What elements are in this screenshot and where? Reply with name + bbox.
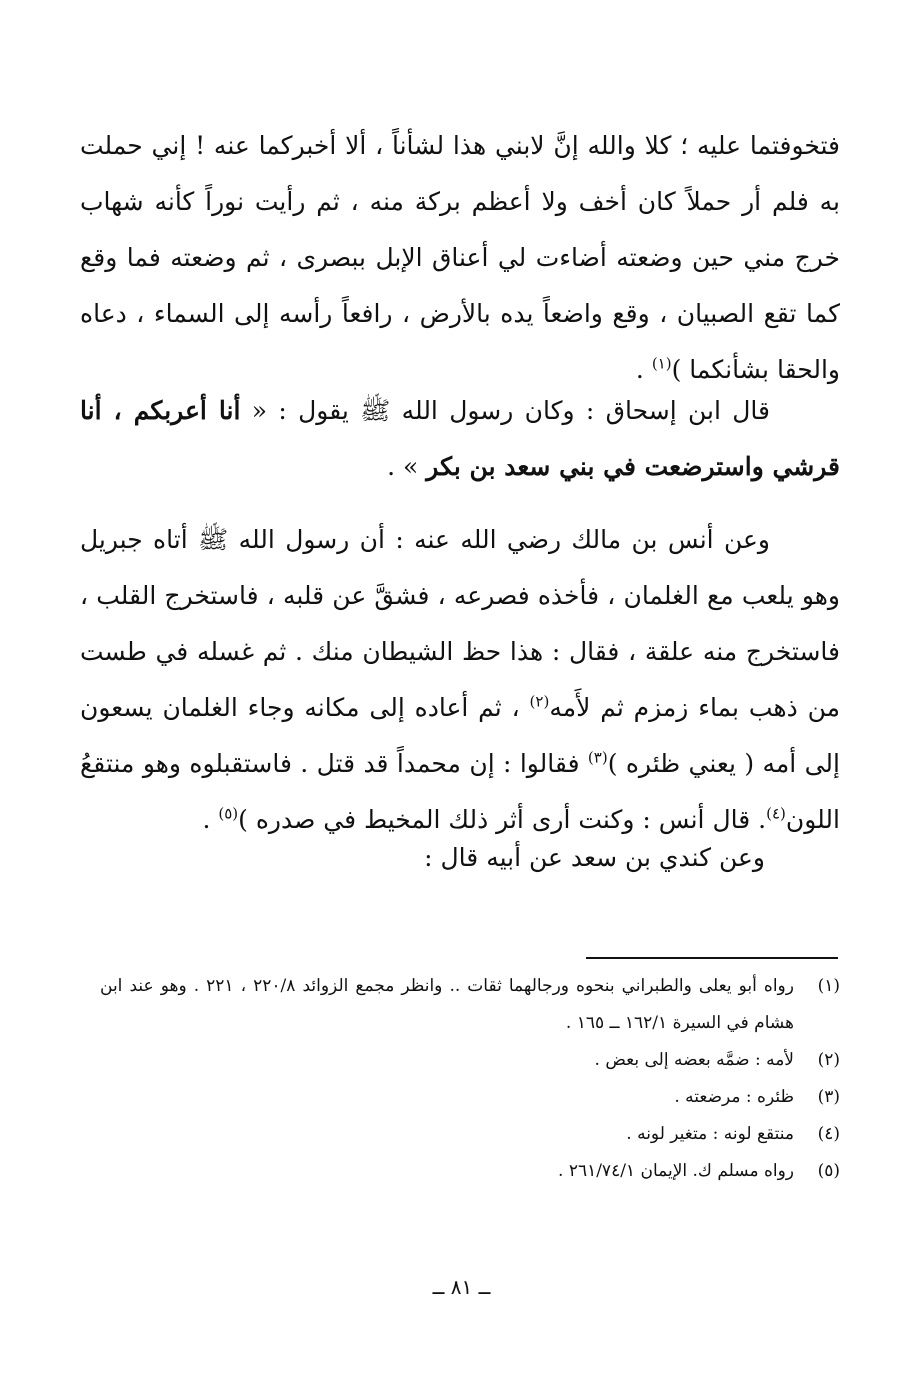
paragraph-1-text: فتخوفتما عليه ؛ كلا والله إنَّ لابني هذا لشأناً ، ألا أخبركما عنه ! إني حملت به فلم أر حملاً كان أخف ولا أعظم بركة منه ، ثم رأيت نوراً كأنه شهاب خرج مني حين وضعته أضاءت لي أعناق الإبل ببصرى ، ثم وضعته فما وقع كما تقع الصبيان ، وقع واضعاً يده بالأرض ، رافعاً رأسه إلى السماء ، دعاه والحقا بشأنكما ) [80,131,840,384]
paragraph-3 [80,512,840,848]
footnote-3-text: ظئره : مرضعته . [674,1087,794,1107]
footnote-2 [100,1042,840,1079]
footnote-2-number: (٢) [817,1050,840,1070]
footnote-3 [100,1079,840,1116]
footnote-1 [100,968,840,1042]
footnote-5 [100,1153,840,1190]
footnote-1-text: رواه أبو يعلى والطبراني بنحوه ورجالهما ثقات .. وانظر مجمع الزوائد ٢٢٠/٨ ، ٢٢١ . وهو عند ابن هشام في السيرة ١٦٢/١ ــ ١٦٥ . [100,976,794,1033]
paragraph-3-part-c: فقالوا : إن محمداً قد قتل . فاستقبلوه وهو منتقعُ اللون [80,749,840,834]
footnote-5-number: (٥) [817,1161,840,1181]
footnote-ref-3: (٣) [587,748,608,767]
page-number: ــ ٨١ ــ [432,1275,491,1299]
paragraph-2-end: » . [387,452,427,481]
hadith-quote: أنا أعربكم ، أنا قرشي واسترضعت في بني سعد بن بكر [80,396,840,481]
paragraph-1-end: . [635,355,652,384]
footnote-3-number: (٣) [817,1087,840,1107]
paragraph-3-end: . [202,805,219,834]
footnote-4 [100,1116,840,1153]
paragraph-4-text: وعن كندي بن سعد عن أبيه قال : [424,843,765,872]
paragraph-4 [80,830,840,886]
paragraph-3-part-a: وعن أنس بن مالك رضي الله عنه : أن رسول الله ﷺ أتاه جبريل وهو يلعب مع الغلمان ، فأخذه فصرعه ، فشقَّ عن قلبه ، فاستخرج القلب ، فاستخرج منه علقة ، فقال : هذا حظ الشيطان منك . ثم غسله في طست من ذهب بماء زمزم ثم لأَمه [80,525,840,722]
footnote-2-text: لأمه : ضمَّه بعضه إلى بعض . [594,1050,794,1070]
footnote-divider [586,957,838,959]
footnote-1-number: (١) [817,976,840,996]
paragraph-2 [80,383,840,495]
footnote-ref-4: (٤) [766,804,786,823]
footnotes-section [100,968,840,1190]
footnote-ref-5: (٥) [218,804,239,823]
paragraph-1 [80,118,840,398]
footnote-4-text: منتقع لونه : متغير لونه . [626,1124,794,1144]
footnote-5-text: رواه مسلم ك. الإيمان ٢٦١/٧٤/١ . [558,1161,794,1181]
paragraph-2-intro: قال ابن إسحاق : وكان رسول الله ﷺ يقول : « [240,396,771,425]
footnote-ref-1: (١) [651,354,672,373]
footnote-ref-2: (٢) [529,692,550,711]
paragraph-3-part-b: ، ثم أعاده إلى مكانه وجاء الغلمان يسعون إلى أمه ( يعني ظئره ) [80,693,840,778]
paragraph-3-part-d: . قال أنس : وكنت أرى أثر ذلك المخيط في صدره ) [238,805,767,834]
footnote-4-number: (٤) [817,1124,840,1144]
